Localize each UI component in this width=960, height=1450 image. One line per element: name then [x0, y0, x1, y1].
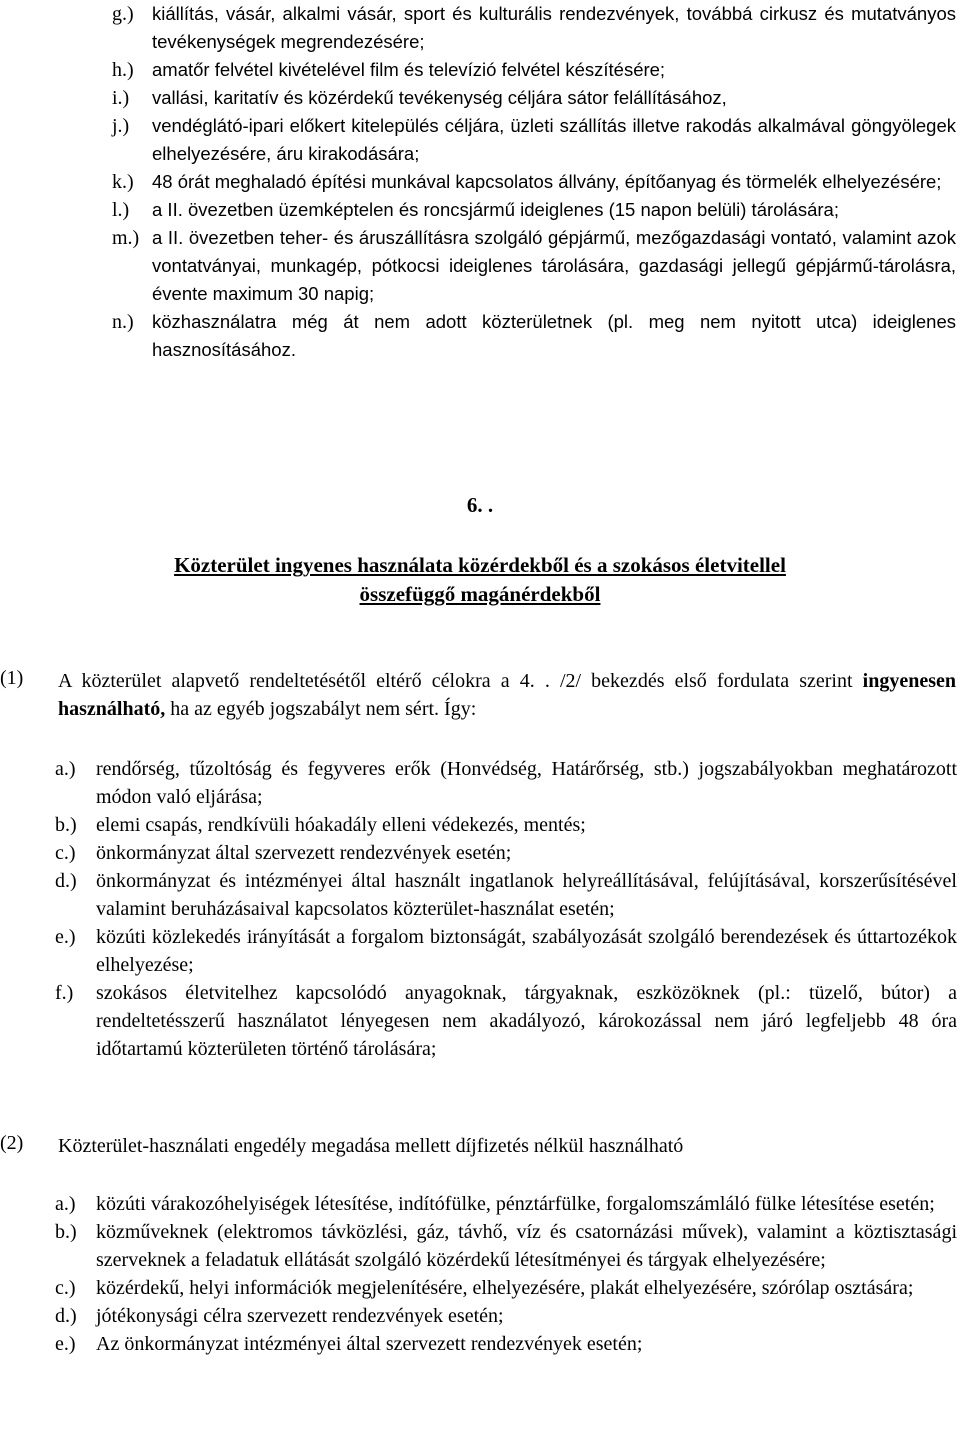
list-text: közúti közlekedés irányítását a forgalom biztonságát, szabályozását szolgáló berendezések és úttartozékok elhelyezése;: [96, 926, 957, 976]
list-text: amatőr felvétel kivételével film és televízió felvétel készítésére;: [152, 59, 666, 80]
list-label: e.): [55, 926, 76, 948]
list-label: g.): [112, 3, 134, 25]
list-item: [112, 168, 956, 196]
list-item: [55, 979, 957, 1063]
paragraph-number: (2): [0, 1132, 24, 1154]
list-label: n.): [112, 311, 134, 333]
list-text: a II. övezetben üzemképtelen és roncsjármű ideiglenes (15 napon belüli) tárolására;: [152, 199, 839, 220]
list-label: c.): [55, 842, 76, 864]
list-label: k.): [112, 171, 134, 193]
top-list: [112, 0, 956, 364]
list-label: h.): [112, 59, 134, 81]
list-label: j.): [112, 115, 130, 137]
list-item: [55, 1218, 957, 1274]
list-text: közérdekű, helyi információk megjelenítésére, elhelyezésére, plakát elhelyezésére, szórólap osztására;: [96, 1277, 914, 1299]
list-text: közhasználatra még át nem adott közterületnek (pl. meg nem nyitott utca) ideiglenes hasznosításához.: [152, 311, 956, 360]
list-item: [55, 755, 957, 811]
paragraph-number: (1): [0, 667, 24, 689]
list-item: [55, 867, 957, 923]
list-item: [55, 1190, 957, 1218]
list-text: önkormányzat és intézményei által használt ingatlanok helyreállításával, felújításával, korszerűsítésével valamint beruházásaival kapcsolatos közterület-használat esetén;: [96, 870, 957, 920]
list-label: d.): [55, 870, 77, 892]
list-text: önkormányzat által szervezett rendezvények esetén;: [96, 842, 512, 864]
list-text: közműveknek (elektromos távközlési, gáz, távhő, víz és csatornázási művek), valamint a köztisztasági szerveknek a feladatuk ellátását szolgáló közérdekű létesítményei és tárgyak elhelyezésére;: [96, 1221, 957, 1271]
list-label: b.): [55, 1221, 77, 1243]
section-title-line: összefüggő magánérdekből: [359, 582, 601, 606]
paragraph-2-list: [55, 1190, 957, 1358]
list-label: m.): [112, 227, 140, 249]
paragraph-text-part: ha az egyéb jogszabályt nem sért. Így:: [165, 698, 477, 720]
list-label: d.): [55, 1305, 77, 1327]
paragraph-text-part: A közterület alapvető rendeltetésétől eltérő célokra a 4. . /2/ bekezdés első fordulata szerint: [58, 670, 863, 692]
section-title-line: Közterület ingyenes használata közérdekből és a szokásos életvitellel: [174, 553, 786, 577]
section-number: 6. .: [466, 493, 494, 517]
list-text: a II. övezetben teher- és áruszállításra szolgáló gépjármű, mezőgazdasági vontató, valamint azok vontatványai, munkagép, pótkocsi ideiglenes tárolására, gazdasági jellegű gépjármű-tárolásra, évente maximum 30 napig;: [152, 227, 956, 304]
list-text: rendőrség, tűzoltóság és fegyveres erők (Honvédség, Határőrség, stb.) jogszabályokban meghatározott módon való eljárása;: [96, 758, 957, 808]
list-label: a.): [55, 1193, 76, 1215]
list-item: [112, 196, 956, 224]
list-item: [112, 56, 956, 84]
list-label: c.): [55, 1277, 76, 1299]
list-label: f.): [55, 982, 74, 1004]
list-text: vallási, karitatív és közérdekű tevékenység céljára sátor felállításához,: [152, 87, 727, 108]
paragraph-bold-text: ingyenesen használható,: [58, 670, 956, 720]
list-item: [112, 112, 956, 168]
list-text: vendéglátó-ipari előkert kitelepülés céljára, üzleti szállítás illetve rakodás alkalmával göngyölegek elhelyezésére, áru kirakodására;: [152, 115, 956, 164]
list-label: e.): [55, 1333, 76, 1355]
list-item: [112, 0, 956, 56]
list-item: [55, 1302, 957, 1330]
paragraph-text: Közterület-használati engedély megadása mellett díjfizetés nélkül használható: [58, 1135, 684, 1157]
list-text: Az önkormányzat intézményei által szervezett rendezvények esetén;: [96, 1333, 643, 1355]
paragraph-1-list: [55, 755, 957, 1063]
list-text: kiállítás, vásár, alkalmi vásár, sport és kulturális rendezvények, továbbá cirkusz és mutatványos tevékenységek megrendezésére;: [152, 3, 956, 52]
list-item: [55, 923, 957, 979]
section-title: [0, 551, 960, 609]
list-item: [112, 224, 956, 308]
list-text: szokásos életvitelhez kapcsolódó anyagoknak, tárgyaknak, eszközöknek (pl.: tüzelő, bútor) a rendeltetésszerű használatot lényegesen nem akadályozó, károkozással nem járó legfeljebb 48 óra időtartamú közterületen történő tárolására;: [96, 982, 957, 1060]
list-label: l.): [112, 199, 130, 221]
list-label: i.): [112, 87, 130, 109]
list-item: [112, 308, 956, 364]
list-item: [55, 1274, 957, 1302]
list-item: [55, 811, 957, 839]
list-text: közúti várakozóhelyiségek létesítése, indítófülke, pénztárfülke, forgalomszámláló fülke létesítése esetén;: [96, 1193, 935, 1215]
list-text: elemi csapás, rendkívüli hóakadály elleni védekezés, mentés;: [96, 814, 586, 836]
list-text: jótékonysági célra szervezett rendezvények esetén;: [96, 1305, 504, 1327]
list-label: b.): [55, 814, 77, 836]
list-text: 48 órát meghaladó építési munkával kapcsolatos állvány, építőanyag és törmelék elhelyezésére;: [152, 171, 942, 192]
list-item: [55, 839, 957, 867]
list-item: [112, 84, 956, 112]
list-item: [55, 1330, 957, 1358]
list-label: a.): [55, 758, 76, 780]
paragraph-text: [58, 667, 956, 723]
